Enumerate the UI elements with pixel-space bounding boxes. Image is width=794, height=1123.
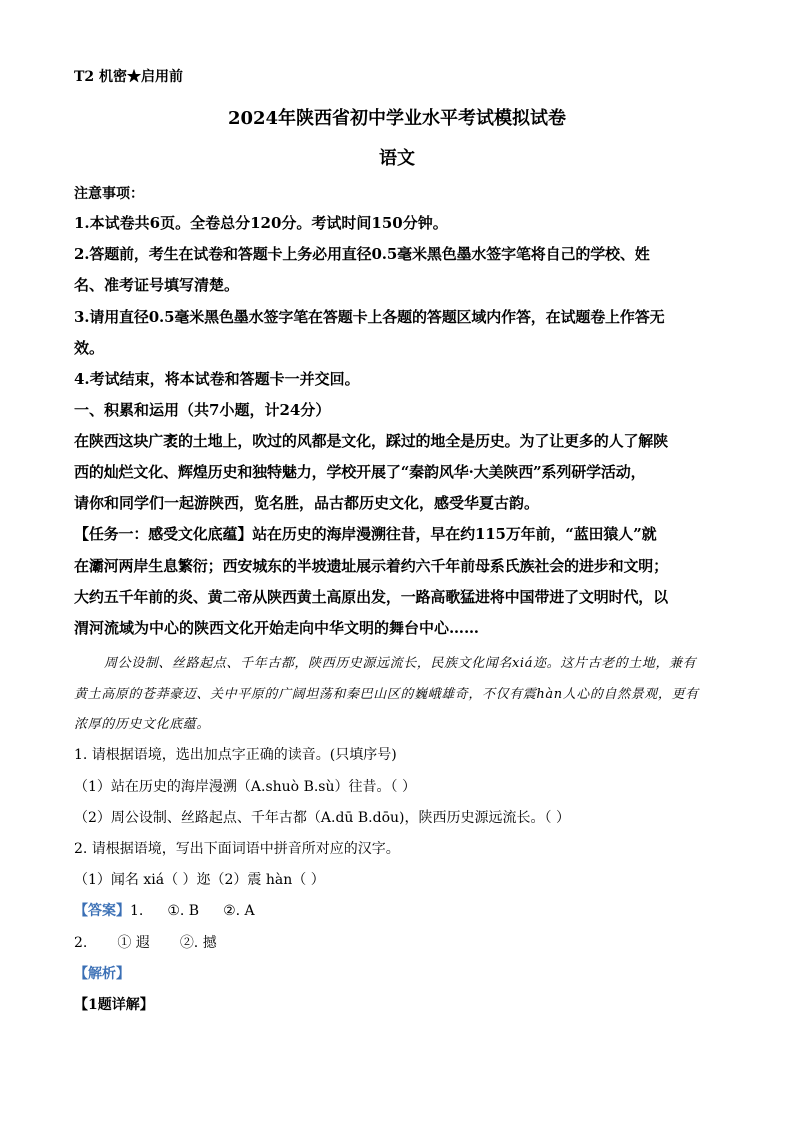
intro-line-3: 请你和同学们一起游陕西，览名胜，品古都历史文化，感受华夏古韵。 bbox=[74, 494, 540, 512]
notice-item-3-line-1: 3.请用直径0.5毫米黑色墨水签字笔在答题卡上各题的答题区域内作答，在试题卷上作答无 bbox=[74, 308, 665, 326]
answer-row-2 bbox=[74, 932, 217, 952]
task-1-line-2: 在灞河两岸生息繁衍；西安城东的半坡遗址展示着约六千年前母系氏族社会的进步和文明； bbox=[74, 557, 669, 575]
analysis-label: 【解析】 bbox=[74, 966, 130, 982]
subject-title: 语文 bbox=[379, 148, 415, 169]
notice-item-2-line-1: 2.答题前，考生在试卷和答题卡上务必用直径0.5毫米黑色墨水签字笔将自己的学校、姓 bbox=[74, 245, 650, 263]
intro-line-2: 西的灿烂文化、辉煌历史和独特魅力，学校开展了“秦韵风华·大美陕西”系列研学活动， bbox=[74, 463, 646, 481]
confidential-label: T2 机密★启用前 bbox=[74, 69, 184, 85]
exam-title: 2024年陕西省初中学业水平考试模拟试卷 bbox=[227, 108, 567, 129]
question-2-stem: 2. 请根据语境，写出下面词语中拼音所对应的汉字。 bbox=[74, 841, 400, 857]
question-1-stem: 1. 请根据语境，选出加点字正确的读音。(只填序号) bbox=[74, 747, 397, 763]
question-1-detail-label: 【1题详解】 bbox=[74, 997, 154, 1013]
notice-item-1: 1.本试卷共6页。全卷总分120分。考试时间150分钟。 bbox=[74, 214, 448, 232]
notice-item-3-line-2: 效。 bbox=[74, 339, 105, 357]
question-2-part-1: （1）闻名 xiá（ ）迩（2）震 hàn（ ） bbox=[74, 872, 325, 888]
section-1-heading: 一、积累和运用（共7小题，计24分） bbox=[74, 401, 331, 419]
passage-line-1: 周公设制、丝路起点、千年古都，陕西历史源远流长，民族文化闻名xiá迩。这片古老的土地，兼有 bbox=[104, 656, 697, 671]
answer-label: 【答案】 bbox=[74, 903, 130, 919]
notice-heading: 注意事项： bbox=[74, 186, 144, 202]
notice-item-2-line-2: 名、准考证号填写清楚。 bbox=[74, 276, 240, 294]
question-1-part-1: （1）站在历史的海岸漫溯（A.shuò B.sù）往昔。（ ） bbox=[74, 779, 416, 795]
passage-line-2: 黄土高原的苍莽豪迈、关中平原的广阔坦荡和秦巴山区的巍峨雄奇，不仅有震hàn人心的自然景观，更有 bbox=[74, 687, 699, 702]
answer-1-option-1: ①. B bbox=[167, 903, 200, 919]
answer-1-number: 1. bbox=[130, 903, 144, 919]
answer-2-number: 2. bbox=[74, 935, 88, 951]
passage-line-3: 浓厚的历史文化底蕴。 bbox=[74, 717, 211, 732]
answer-1-option-2: ②. A bbox=[223, 903, 255, 919]
task-1-line-4: 渭河流域为中心的陕西文化开始走向中华文明的舞台中心…… bbox=[74, 619, 480, 637]
answer-2-option-2: ②. 撼 bbox=[179, 935, 217, 951]
intro-line-1: 在陕西这块广袤的土地上，吹过的风都是文化，踩过的地全是历史。为了让更多的人了解陕 bbox=[74, 432, 669, 450]
answer-2-option-1: ① 遐 bbox=[117, 935, 150, 951]
task-1-line-3: 大约五千年前的炎、黄二帝从陕西黄土高原出发，一路高歌猛进将中国带进了文明时代，以 bbox=[74, 588, 669, 606]
task-1-line-1: 【任务一：感受文化底蕴】站在历史的海岸漫溯往昔，早在约115万年前，“蓝田猿人”就 bbox=[74, 525, 657, 543]
question-1-part-2: （2）周公设制、丝路起点、千年古都（A.dū B.dōu)，陕西历史源远流长。（ ） bbox=[74, 810, 570, 826]
notice-item-4: 4.考试结束，将本试卷和答题卡一并交回。 bbox=[74, 370, 360, 388]
answer-row-1 bbox=[74, 900, 255, 920]
